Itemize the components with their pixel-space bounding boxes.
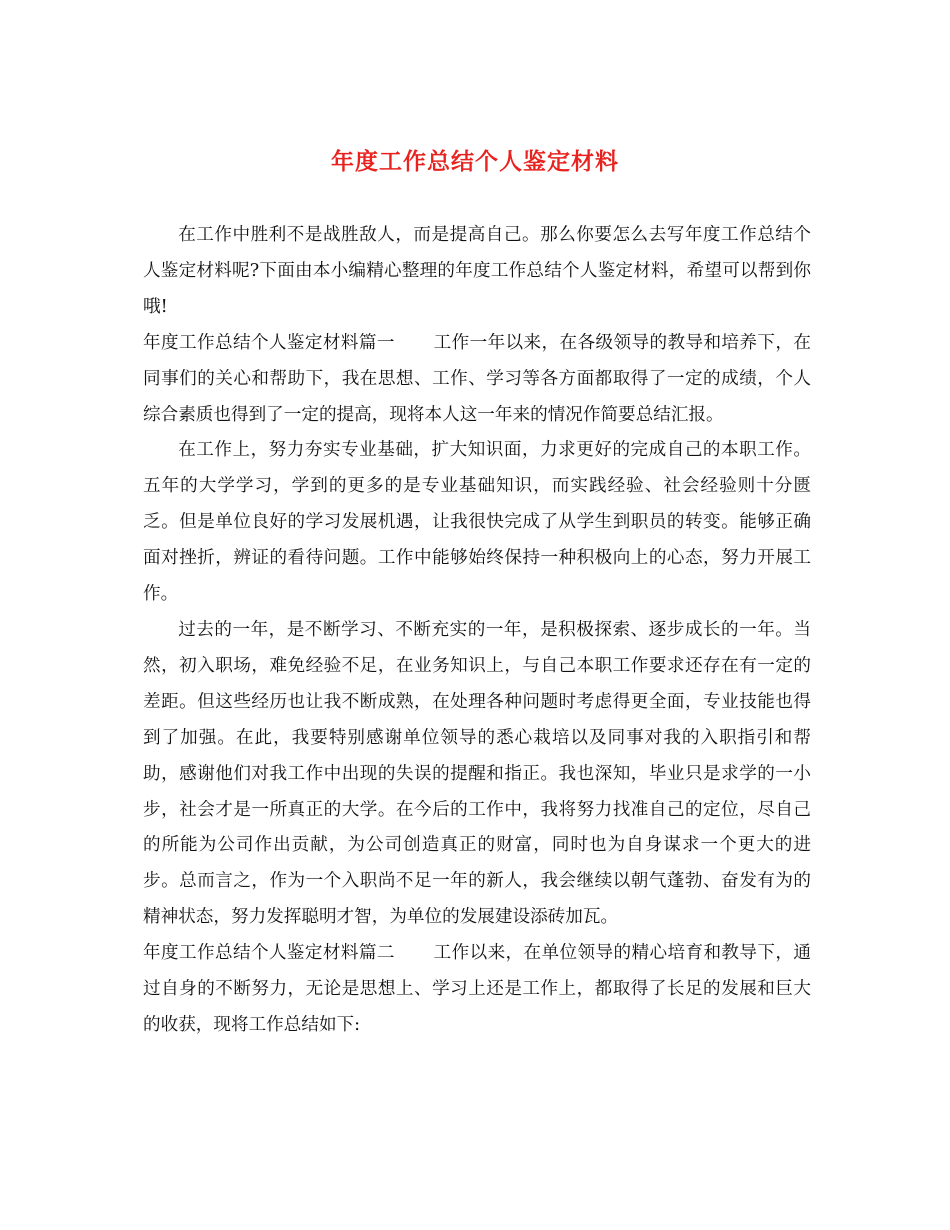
section1-paragraph-1: 在工作上，努力夯实专业基础，扩大知识面，力求更好的完成自己的本职工作。五年的大学学习，学到的更多的是专业基础知识，而实践经验、社会经验则十分匮乏。但是单位良好的学习发展机遇，让我很快完成了从学生到职员的转变。能够正确面对挫折，辨证的看待问题。工作中能够始终保持一种积极向上的心态，努力开展工作。	[143, 440, 811, 605]
section1-heading: 年度工作总结个人鉴定材料篇一	[143, 332, 395, 353]
section1-lead-text: 工作一年以来，在各级领导的教导和培养下，在同事们的关心和帮助下，我在思想、工作、学习等各方面都取得了一定的成绩，个人综合素质也得到了一定的提高，现将本人这一年来的情况作简要总结汇报。	[143, 332, 811, 425]
intro-paragraph: 在工作中胜利不是战胜敌人，而是提高自己。那么你要怎么去写年度工作总结个人鉴定材料呢?下面由本小编精心整理的年度工作总结个人鉴定材料，希望可以帮到你哦!	[143, 225, 811, 317]
document-title: 年度工作总结个人鉴定材料	[331, 148, 619, 175]
section1-lead-paragraph	[143, 326, 811, 434]
section2-heading: 年度工作总结个人鉴定材料篇二	[143, 943, 395, 964]
section2-lead-text: 工作以来，在单位领导的精心培育和教导下，通过自身的不断努力，无论是思想上、学习上还是工作上，都取得了长足的发展和巨大的收获，现将工作总结如下:	[143, 943, 811, 1035]
section2-lead-paragraph	[143, 936, 811, 1044]
section1-paragraph-2: 过去的一年，是不断学习、不断充实的一年，是积极探索、逐步成长的一年。当然，初入职场，难免经验不足，在业务知识上，与自己本职工作要求还存在有一定的差距。但这些经历也让我不断成熟，在处理各种问题时考虑得更全面，专业技能也得到了加强。在此，我要特别感谢单位领导的悉心栽培以及同事对我的入职指引和帮助，感谢他们对我工作中出现的失误的提醒和指正。我也深知，毕业只是求学的一小步，社会才是一所真正的大学。在今后的工作中，我将努力找准自己的定位，尽自己的所能为公司作出贡献，为公司创造真正的财富，同时也为自身谋求一个更大的进步。总而言之，作为一个入职尚不足一年的新人，我会继续以朝气蓬勃、奋发有为的精神状态，努力发挥聪明才智，为单位的发展建设添砖加瓦。	[143, 619, 811, 928]
document-body	[143, 218, 811, 1044]
